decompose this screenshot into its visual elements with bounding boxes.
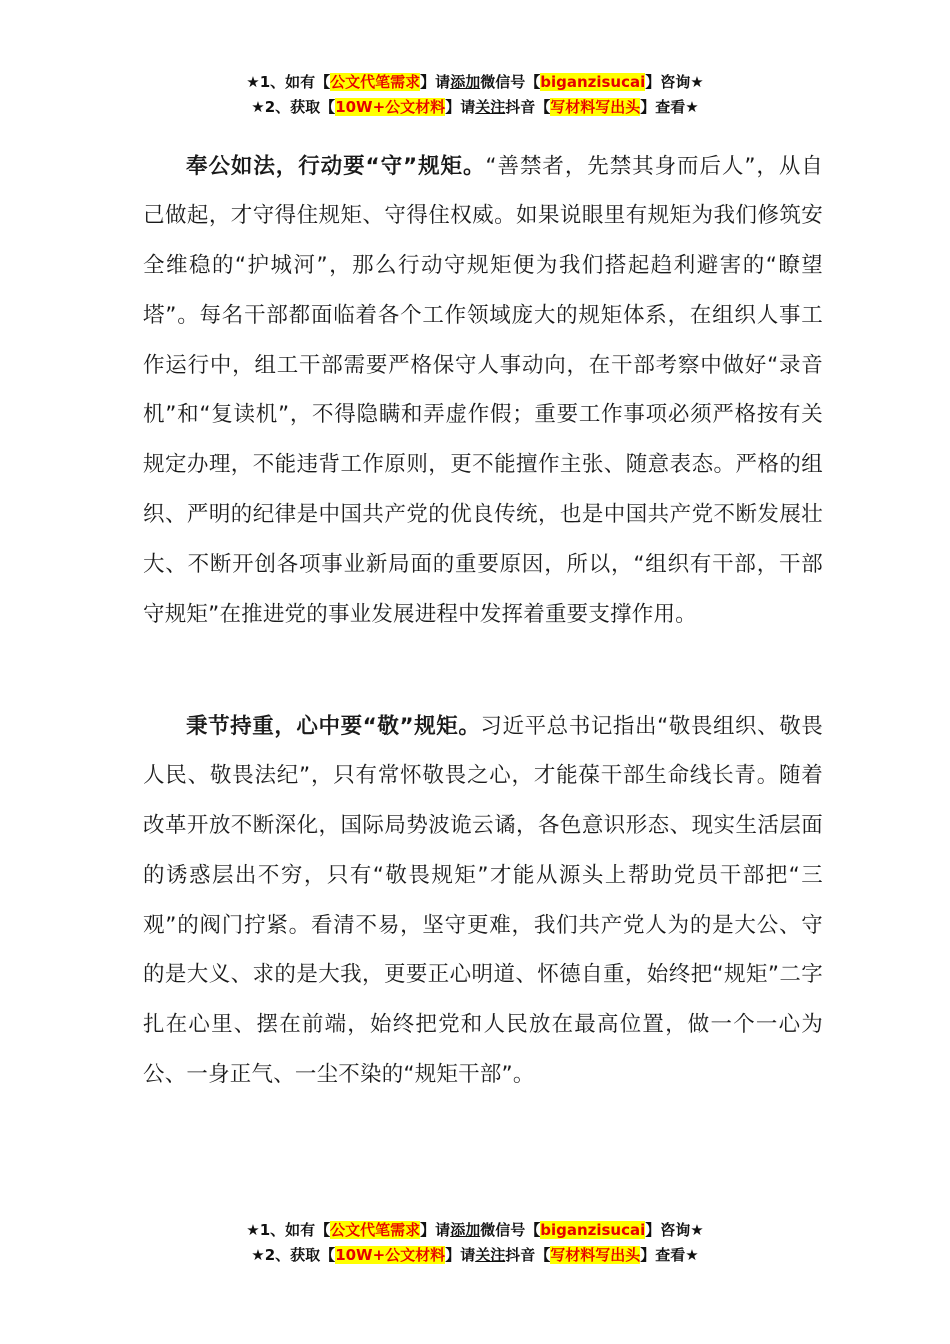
banner-highlight: 公文代笔需求 [330,73,421,91]
banner-text: 】请 [445,98,476,116]
banner-text: 抖音【 [505,1246,551,1264]
banner-text: 】查看★ [640,1246,699,1264]
paragraph-body: 习近平总书记指出“敬畏组织、敬畏人民、敬畏法纪”，只有常怀敬畏之心，才能葆干部生命线长青。随着改革开放不断深化，国际局势波诡云谲，各色意识形态、现实生活层面的诱惑层出不穷，只有“敬畏规矩”才能从源头上帮助党员干部把“三观”的阀门拧紧。看清不易，坚守更难，我们共产党人为的是大公、守的是大义、求的是大我，更要正心明道、怀德自重，始终把“规矩”二字扎在心里、摆在前端，始终把党和人民放在最高位置，做一个一心为公、一身正气、一尘不染的“规矩干部”。 [143,713,824,1088]
banner-text: 微信号【 [480,73,541,91]
banner-text: ★2、获取【 [251,1246,336,1264]
banner-underline: 添加 [450,1221,481,1239]
banner-highlight: biganzisucai [540,1221,646,1239]
paragraph-lead: 奉公如法，行动要“守”规矩。 [186,153,486,179]
body-paragraph [143,702,823,1100]
banner-highlight: 10W+公文材料 [335,98,446,116]
banner-highlight: 10W+公文材料 [335,1246,446,1264]
banner-text: 】请 [420,1221,451,1239]
banner-line-1 [0,70,950,95]
banner-text: 微信号【 [480,1221,541,1239]
banner-text: ★2、获取【 [251,98,336,116]
banner-highlight: 公文代笔需求 [330,1221,421,1239]
banner-text: 】请 [420,73,451,91]
banner-line-2 [0,95,950,120]
banner-line-1 [0,1218,950,1243]
banner-highlight: 写材料写出头 [550,1246,641,1264]
banner-highlight: biganzisucai [540,73,646,91]
header-banner [0,70,950,120]
footer-banner [0,1218,950,1268]
banner-underline: 关注 [475,98,506,116]
paragraph-body: “善禁者，先禁其身而后人”，从自己做起，才守得住规矩、守得住权威。如果说眼里有规矩为我们修筑安全维稳的“护城河”，那么行动守规矩便为我们搭起趋利避害的“瞭望塔”。每名干部都面临着各个工作领域庞大的规矩体系，在组织人事工作运行中，组工干部需要严格保守人事动向，在干部考察中做好“录音机”和“复读机”，不得隐瞒和弄虚作假；重要工作事项必须严格按有关规定办理，不能违背工作原则，更不能擅作主张、随意表态。严格的组织、严明的纪律是中国共产党的优良传统，也是中国共产党不断发展壮大、不断开创各项事业新局面的重要原因，所以，“组织有干部，干部守规矩”在推进党的事业发展进程中发挥着重要支撑作用。 [143,153,823,627]
banner-line-2 [0,1243,950,1268]
banner-text: 】咨询★ [645,73,704,91]
banner-text: 】请 [445,1246,476,1264]
banner-text: ★1、如有【 [246,73,331,91]
paragraph-lead: 秉节持重，心中要“敬”规矩。 [186,713,481,739]
banner-underline: 添加 [450,73,481,91]
banner-text: 】查看★ [640,98,699,116]
banner-text: ★1、如有【 [246,1221,331,1239]
banner-underline: 关注 [475,1246,506,1264]
body-paragraph [143,142,823,640]
banner-text: 】咨询★ [645,1221,704,1239]
banner-text: 抖音【 [505,98,551,116]
banner-highlight: 写材料写出头 [550,98,641,116]
